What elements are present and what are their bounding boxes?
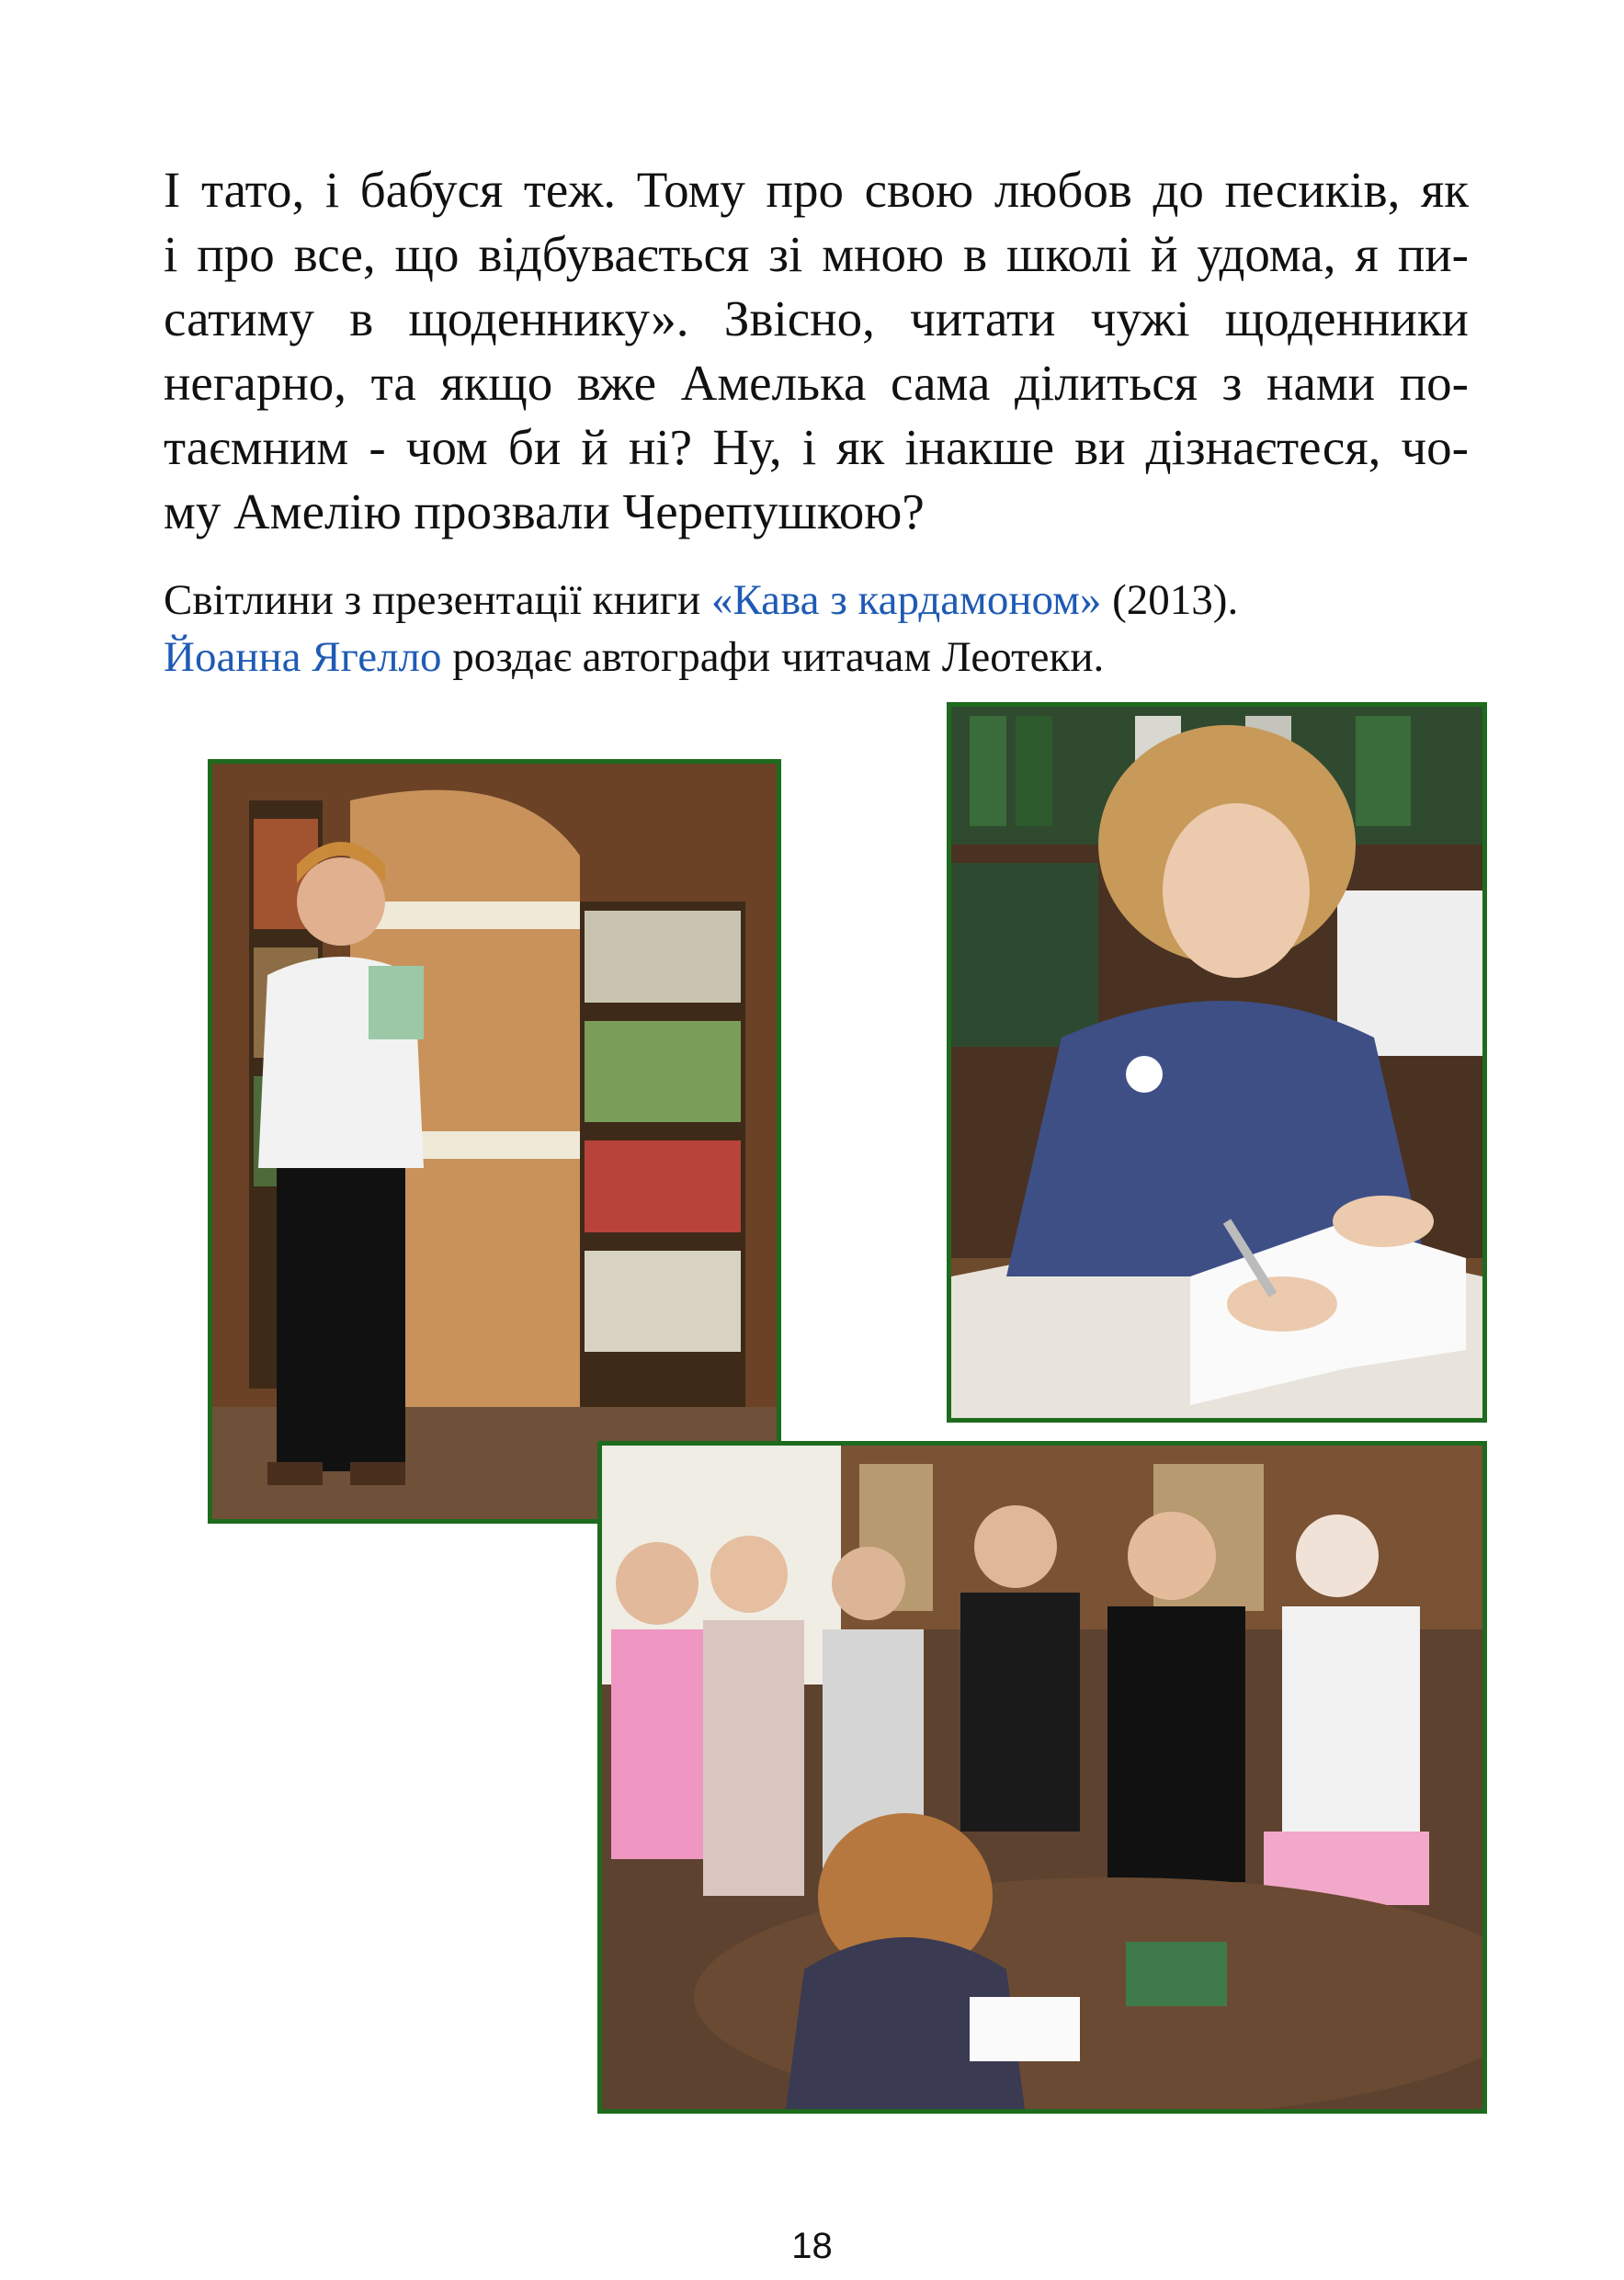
body-line-4: негарно, та якщо вже Амелька сама ділиться з нами по- bbox=[164, 355, 1469, 411]
photo-reader-presentation bbox=[208, 759, 781, 1524]
body-line-2: і про все, що відбувається зі мною в школі й удома, я пи- bbox=[164, 226, 1469, 282]
body-line-5: таємним - чом би й ні? Ну, і як інакше ви дізнаєтеся, чо- bbox=[164, 419, 1469, 475]
caption-prefix: Світлини з презентації книги bbox=[164, 576, 711, 624]
body-line-6: му Амелію прозвали Черепушкою? bbox=[164, 483, 925, 539]
caption-suffix: роздає автографи читачам Леотеки. bbox=[441, 633, 1105, 681]
book-title-link[interactable]: «Кава з кардамоном» bbox=[710, 576, 1102, 624]
reader-photo-image bbox=[212, 764, 777, 1519]
photo-author-signing bbox=[947, 702, 1487, 1423]
body-paragraph bbox=[164, 158, 1469, 544]
crowd-photo-image bbox=[602, 1446, 1482, 2109]
photo-readers-crowd bbox=[597, 1441, 1487, 2114]
photo-caption bbox=[164, 572, 1469, 686]
body-line-3: сатиму в щоденнику». Звісно, читати чужі щоденники bbox=[164, 290, 1469, 346]
caption-year: (2013). bbox=[1101, 576, 1239, 624]
page-number: 18 bbox=[791, 2226, 833, 2266]
author-link[interactable]: Йоанна Ягелло bbox=[164, 633, 442, 681]
signing-photo-image bbox=[951, 707, 1482, 1418]
body-line-1: І тато, і бабуся теж. Тому про свою любов до песиків, як bbox=[164, 162, 1469, 218]
